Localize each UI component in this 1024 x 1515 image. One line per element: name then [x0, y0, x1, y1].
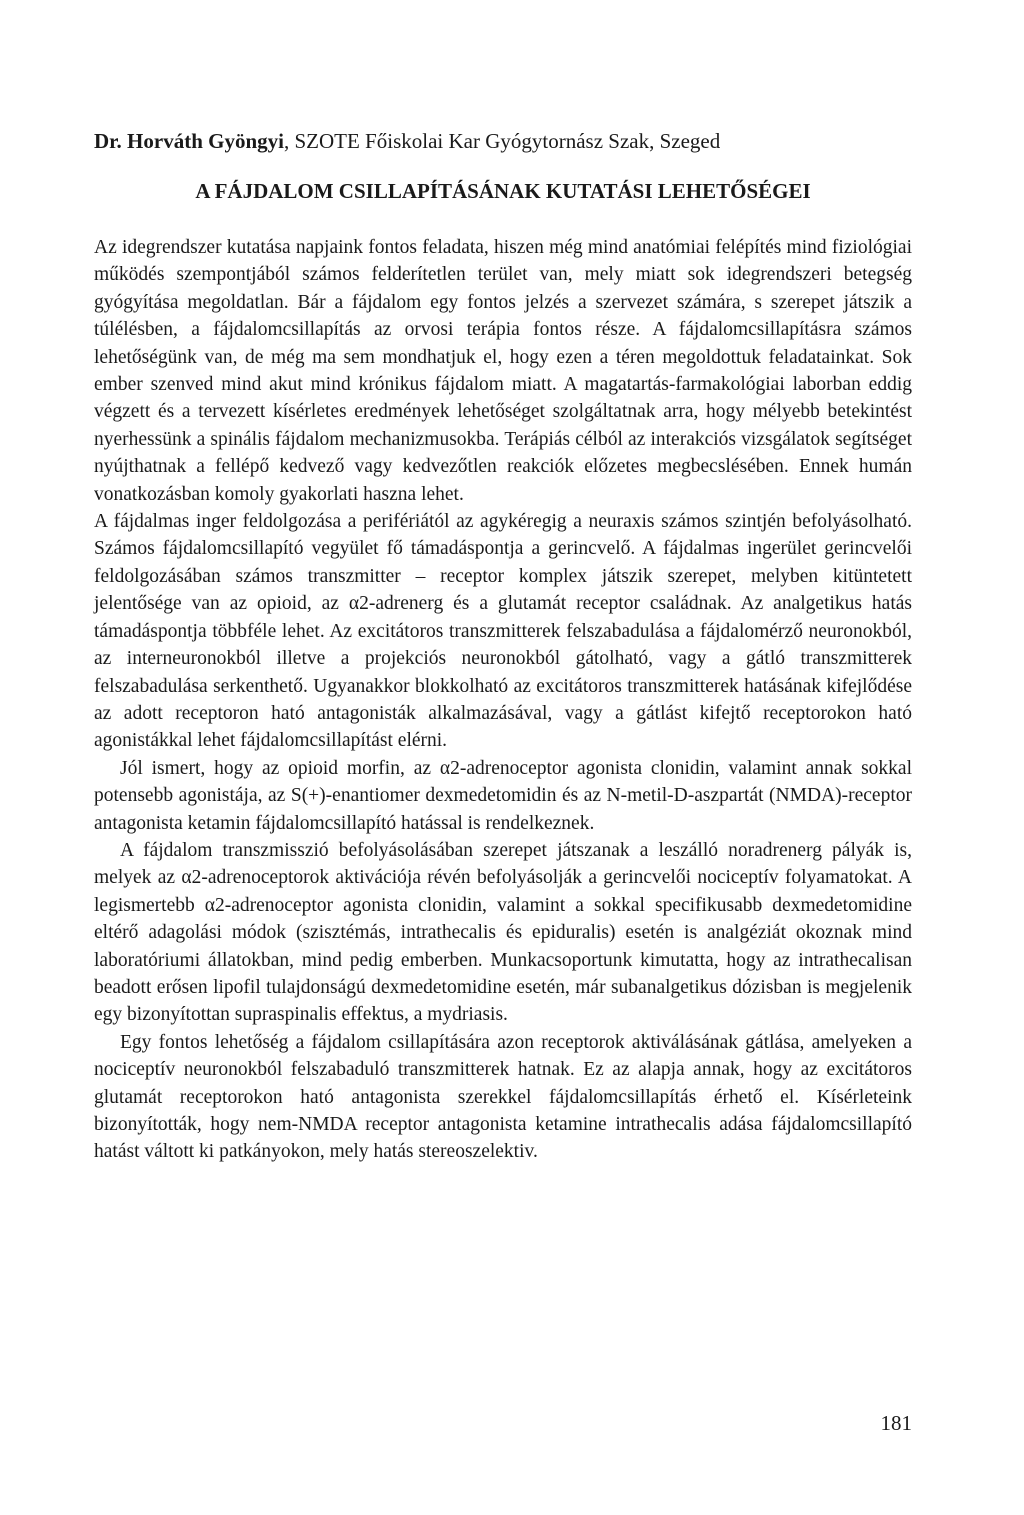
article-title: A FÁJDALOM CSILLAPÍTÁSÁNAK KUTATÁSI LEHETŐSÉGEI	[195, 179, 811, 203]
affiliation: , SZOTE Főiskolai Kar Gyógytornász Szak, Szeged	[283, 129, 721, 153]
paragraph-3: Jól ismert, hogy az opioid morfin, az α2-adrenoceptor agonista clonidin, valamint annak sokkal potensebb agonistája, az S(+)-enantiomer dexmedetomidin és az N-metil-D-aszpartát (NMDA)-receptor antagonista ketamin fájdalomcsillapító hatással is rendelkeznek.	[94, 757, 912, 834]
author-name: Dr. Horváth Gyöngyi	[94, 129, 284, 153]
article-body	[94, 234, 912, 1166]
paragraph-5: Egy fontos lehetőség a fájdalom csillapítására azon receptorok aktiválásának gátlása, amelyeken a nociceptív neuronokból felszabaduló transzmitterek hatnak. Ez az alapja annak, hogy az excitátoros glutamát receptorokon ható antagonista szerekkel fájdalomcsillapítás érhető el. Kísérleteink bizonyították, hogy nem-NMDA receptor antagonista ketamine intrathecalis adása fájdalomcsillapító hatást váltott ki patkányokon, mely hatás stereoszelektiv.	[94, 1031, 912, 1163]
author-affiliation-line	[94, 126, 934, 156]
page-number: 181	[880, 1411, 912, 1435]
paragraph-1: Az idegrendszer kutatása napjaink fontos feladata, hiszen még mind anatómiai felépítés mind fiziológiai működés szempontjából számos felderítetlen terület van, mely miatt sok idegrendszeri betegség gyógyítása megoldatlan. Bár a fájdalom egy fontos jelzés a szervezet számára, s szerepet játszik a túlélésben, a fájdalomcsillapítás az orvosi terápia fontos része. A fájdalomcsillapításra számos lehetőségünk van, de még ma sem mondhatjuk el, hogy ezen a téren megoldottuk feladatainkat. Sok ember szenved mind akut mind krónikus fájdalom miatt. A magatartás-farmakológiai laborban eddig végzett és a tervezett kísérletes eredmények lehetőséget szolgáltatnak arra, hogy mélyebb betekintést nyerhessünk a spinális fájdalom mechanizmusokba. Terápiás célból az interakciós vizsgálatok segítséget nyújthatnak a fellépő kedvező vagy kedvezőtlen reakciók előzetes megbecslésében. Ennek humán vonatkozásban komoly gyakorlati haszna lehet.	[94, 237, 912, 505]
paragraph-2: A fájdalmas inger feldolgozása a perifériától az agykéregig a neuraxis számos szintjén befolyásolható. Számos fájdalomcsillapító vegyület fő támadáspontja a gerincvelő. A fájdalmas ingerület gerincvelői feldolgozásában számos transzmitter – receptor komplex játszik szerepet, melyben kitüntetett jelentősége van az opioid, az α2-adrenerg és a glutamát receptor családnak. Az analgetikus hatás támadáspontja többféle lehet. Az excitátoros transzmitterek felszabadulása a fájdalomérző neuronokból, az interneuronokból illetve a projekciós neuronokból gátolható, vagy a gátló transzmitterek felszabadulása serkenthető. Ugyanakkor blokkolható az excitátoros transzmitterek hatásának kifejlődése az adott receptoron ható antagonisták alkalmazásával, vagy a gátlást kifejtő receptorokon ható agonistákkal lehet fájdalomcsillapítást elérni.	[94, 511, 912, 752]
paragraph-4: A fájdalom transzmisszió befolyásolásában szerepet játszanak a leszálló noradrenerg pályák is, melyek az α2-adrenoceptorok aktivációja révén befolyásolják a gerincvelői nociceptív folyamatokat. A legismertebb α2-adrenoceptor agonista clonidin, valamint a sokkal specifikusabb dexmedetomidine eltérő adagolási módok (szisztémás, intrathecalis és epiduralis) esetén is analgéziát okoznak mind laboratóriumi állatokban, mind pedig emberben. Munkacsoportunk kimutatta, hogy az intrathecalisan beadott erősen lipofil tulajdonságú dexmedetomidine esetén, már subanalgetikus dózisban is megjelenik egy bizonyítottan supraspinalis effektus, a mydriasis.	[94, 839, 912, 1026]
